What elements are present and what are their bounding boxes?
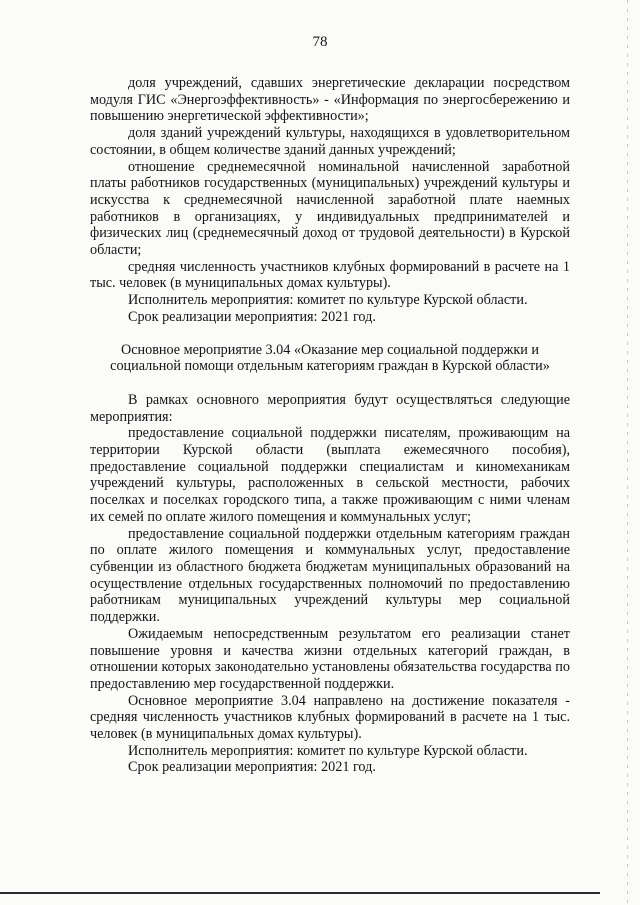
deadline-line: Срок реализации мероприятия: 2021 год. (128, 308, 376, 325)
page-number: 78 (312, 34, 328, 50)
paragraph: В рамках основного мероприятия будут осуществляться следующие мероприятия: (90, 391, 570, 425)
spacer (90, 375, 570, 392)
paragraph: доля учреждений, сдавших энергетические декларации посредством модуля ГИС «Энергоэффективность» - «Информация по энергосбережению и повышению энергетической эффективности»; (90, 75, 570, 125)
spacer (90, 326, 570, 342)
bottom-rule (0, 892, 600, 894)
deadline-line: Срок реализации мероприятия: 2021 год. (128, 759, 376, 776)
scan-edge (627, 0, 628, 905)
paragraph: доля зданий учреждений культуры, находящихся в удовлетворительном состоянии, в общем количестве зданий данных учреждений; (90, 125, 570, 158)
executor-line: Исполнитель мероприятия: комитет по культуре Курской области. (128, 742, 528, 759)
paragraph: средняя численность участников клубных формирований в расчете на 1 тыс. человек (в муниципальных домах культуры). (90, 258, 570, 292)
paragraph: Ожидаемым непосредственным результатом его реализации станет повышение уровня и качества жизни отдельных категорий граждан, в отношении которых законодательно установлены обязательства государства по предоставлению мер государственной поддержки. (90, 625, 570, 692)
paragraph: Основное мероприятие 3.04 направлено на достижение показателя - средняя численность участников клубных формирований в расчете на 1 тыс. человек (в муниципальных домах культуры). (90, 692, 570, 743)
paragraph: предоставление социальной поддержки отдельным категориям граждан по оплате жилого помещения и коммунальных услуг, предоставление субвенции из областного бюджета бюджетам муниципальных образований на осуществление отдельных государственных полномочий по предоставлению работникам муниципальных учреждений культуры мер социальной поддержки. (90, 525, 570, 626)
paragraph: предоставление социальной поддержки писателям, проживающим на территории Курской области (выплата ежемесячного пособия), предоставление социальной поддержки специалистам и киномеханикам учреждений культуры, расположенных в сельской местности, рабочих поселках и поселках городского типа, а также проживающим с ними членам их семей по оплате жилого помещения и коммунальных услуг; (90, 425, 570, 525)
paragraph: отношение среднемесячной номинальной начисленной заработной платы работников государственных (муниципальных) учреждений культуры и искусства к среднемесячной начисленной заработной плате наемных работников в организациях, у индивидуальных предпринимателей и физических лиц (среднемесячный доход от трудовой деятельности) в Курской области; (90, 158, 570, 259)
section-heading: Основное мероприятие 3.04 «Оказание мер социальной поддержки и социальной помощи отдельным категориям граждан в Курской области» (110, 341, 550, 375)
executor-line: Исполнитель мероприятия: комитет по культуре Курской области. (128, 292, 528, 309)
document-body (90, 75, 570, 776)
